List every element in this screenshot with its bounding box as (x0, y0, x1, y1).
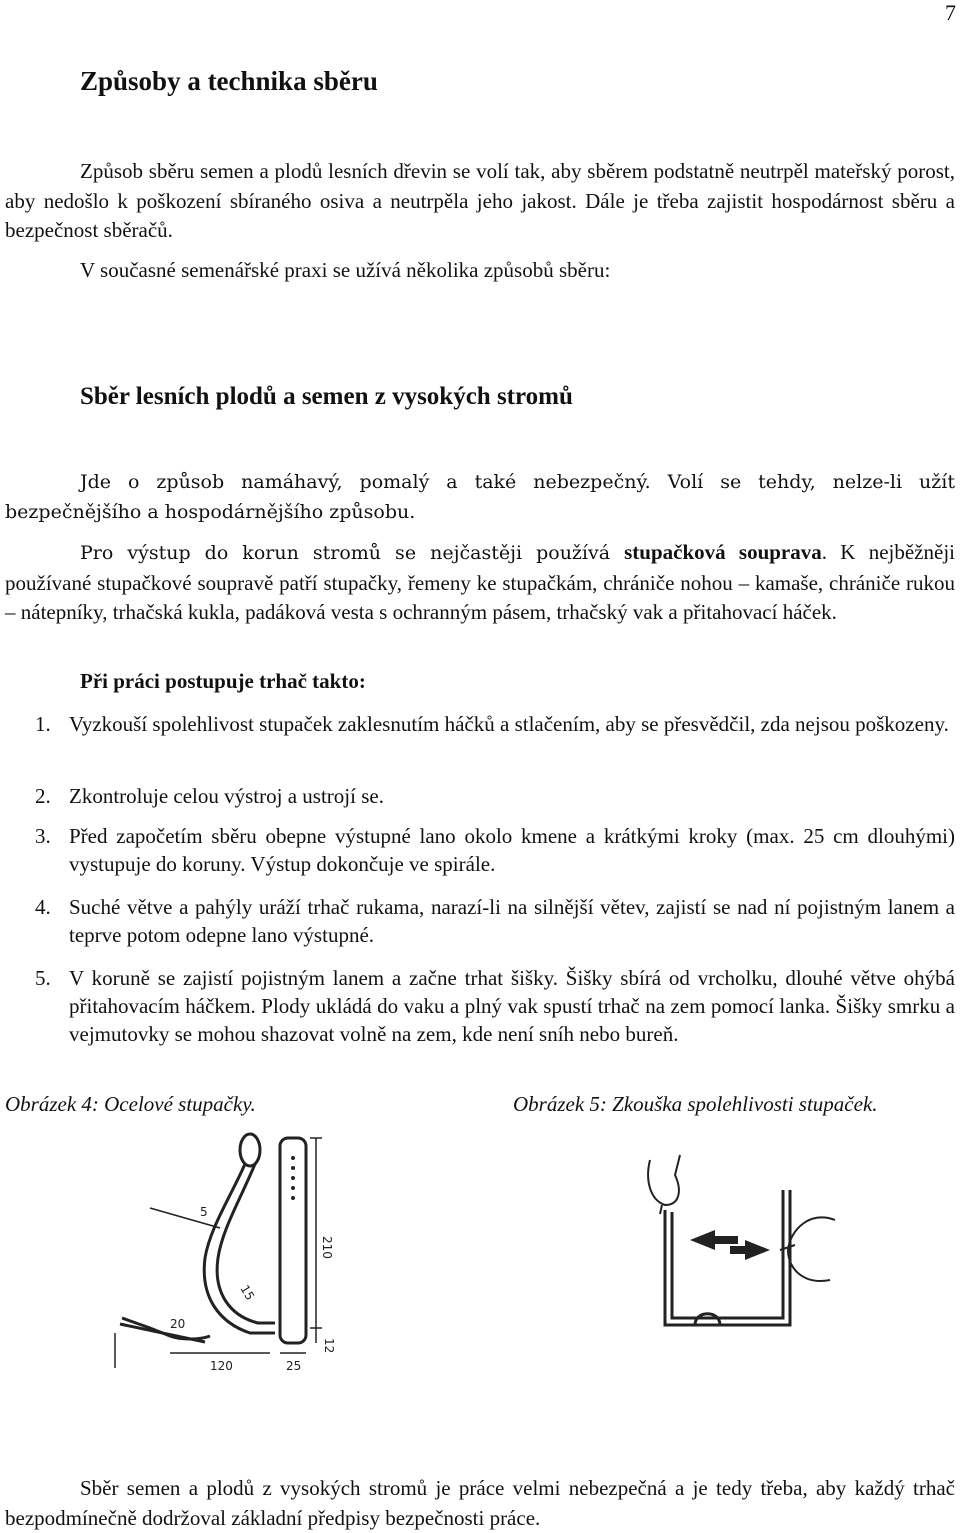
step-text: Před započetím sběru obepne výstupné lano okolo kmene a krátkými kroky (max. 25 cm dlouhými) vystupuje do koruny. Výstup dokončuje ve spirále. (69, 824, 955, 876)
dim-label: 120 (210, 1359, 233, 1373)
equipment-bold-term: stupačková souprava (624, 540, 822, 564)
step-number: 1. (35, 712, 51, 736)
step-text: V koruně se zajistí pojistným lanem a začne trhat šišky. Šišky sbírá od vrcholku, dlouhé větve ohýbá přitahovacím háčkem. Plody ukládá do vaku a plný vak spustí trhač na zem pomocí lanka. Šišky smrku a vejmutovky se mohou shazovat volně na zem, kde není sníh nebo bureň. (69, 966, 955, 1046)
spur-test-illustration (620, 1150, 840, 1350)
page-title: Způsoby a technika sběru (80, 66, 378, 96)
dim-label: 25 (286, 1359, 302, 1373)
procedure-subheading: Při práci postupuje trhač takto: (80, 669, 366, 693)
dim-label: 210 (320, 1236, 334, 1259)
dim-label: 20 (170, 1317, 186, 1331)
step-number: 3. (35, 824, 51, 848)
equipment-text-rest: . K nejběžněji používané stupačkové soupravě patří stupačky, řemeny ke stupačkám, chrániče nohou – kamaše, chrániče rukou – nátepníky, trhačská kukla, padáková vesta s ochranným pásem, trhačský vak a přitahovací háček. (5, 540, 955, 624)
equipment-paragraph (5, 538, 955, 628)
step-number: 2. (35, 784, 51, 808)
step-text: Vyzkouší spolehlivost stupaček zaklesnutím háčků a stlačením, aby se přesvědčil, zda nejsou poškozeny. (69, 712, 949, 736)
intro-paragraph-methods: V současné semenářské praxi se užívá několika způsobů sběru: (80, 258, 611, 282)
intro-paragraph: Způsob sběru semen a plodů lesních dřevin se volí tak, aby sběrem podstatně neutrpěl mateřský porost, aby nedošlo k poškození sbíraného osiva a neutrpěla jeho jakost. Dále je třeba zajistit hospodárnost sběru a bezpečnost sběračů. (5, 159, 955, 242)
figure-5-caption: Obrázek 5: Zkouška spolehlivosti stupaček. (513, 1092, 878, 1116)
figure-4-caption: Obrázek 4: Ocelové stupačky. (5, 1092, 256, 1116)
section-paragraph: Jde o způsob namáhavý, pomalý a také nebezpečný. Volí se tehdy, nelze-li užít bezpečnějšího a hospodárnějšího způsobu. (5, 471, 955, 523)
step-text: Zkontroluje celou výstroj a ustrojí se. (69, 784, 384, 808)
section-heading: Sběr lesních plodů a semen z vysokých stromů (80, 383, 573, 410)
climbing-spur-drawing (110, 1128, 370, 1378)
step-number: 5. (35, 966, 51, 990)
dim-label: 15 (237, 1282, 258, 1303)
dim-label: 12 (322, 1338, 336, 1354)
step-number: 4. (35, 895, 51, 919)
equipment-text-start: Pro výstup do korun stromů se nejčastěji používá (80, 542, 625, 564)
page-number: 7 (945, 0, 956, 25)
closing-paragraph: Sběr semen a plodů z vysokých stromů je práce velmi nebezpečná a je tedy třeba, aby každý trhač bezpodmínečně dodržoval základní předpisy bezpečnosti práce. (5, 1476, 955, 1530)
step-text: Suché větve a pahýly uráží trhač rukama, narazí-li na silnější větev, zajistí se nad ní pojistným lanem a teprve potom odepne lano výstupné. (69, 895, 955, 947)
dim-label: 5 (200, 1205, 208, 1219)
